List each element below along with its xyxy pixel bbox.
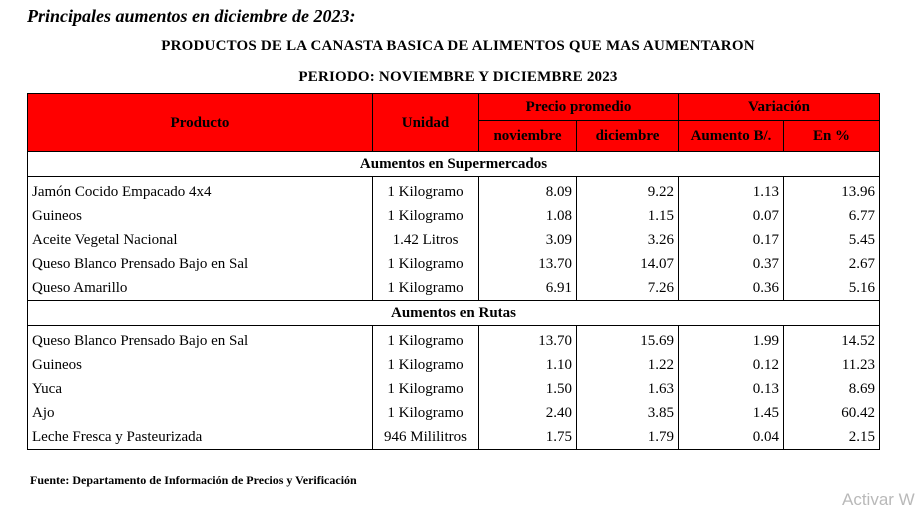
cell-producto: Jamón Cocido Empacado 4x4	[28, 177, 373, 205]
cell-unidad: 1 Kilogramo	[373, 401, 479, 425]
rows-rutas	[28, 326, 880, 450]
header-precio-promedio: Precio promedio	[479, 94, 679, 121]
table-period: PERIODO: NOVIEMBRE Y DICIEMBRE 2023	[298, 69, 618, 85]
cell-producto: Guineos	[28, 204, 373, 228]
cell-unidad: 1 Kilogramo	[373, 276, 479, 301]
cell-noviembre: 13.70	[479, 252, 577, 276]
cell-aumento: 0.13	[679, 377, 784, 401]
cell-diciembre: 3.26	[577, 228, 679, 252]
cell-noviembre: 1.10	[479, 353, 577, 377]
cell-noviembre: 13.70	[479, 326, 577, 354]
table-row	[28, 326, 880, 354]
cell-aumento: 1.13	[679, 177, 784, 205]
cell-producto: Aceite Vegetal Nacional	[28, 228, 373, 252]
cell-producto: Queso Blanco Prensado Bajo en Sal	[28, 326, 373, 354]
table-row	[28, 401, 880, 425]
cell-aumento: 0.36	[679, 276, 784, 301]
table-row	[28, 228, 880, 252]
table-row	[28, 252, 880, 276]
cell-pct: 8.69	[784, 377, 880, 401]
cell-diciembre: 15.69	[577, 326, 679, 354]
cell-noviembre: 3.09	[479, 228, 577, 252]
cell-unidad: 1 Kilogramo	[373, 353, 479, 377]
cell-pct: 2.67	[784, 252, 880, 276]
cell-unidad: 1 Kilogramo	[373, 252, 479, 276]
cell-pct: 2.15	[784, 425, 880, 450]
table-title: PRODUCTOS DE LA CANASTA BASICA DE ALIMENTOS QUE MAS AUMENTARON	[161, 38, 755, 54]
cell-pct: 14.52	[784, 326, 880, 354]
table-row	[28, 353, 880, 377]
cell-noviembre: 6.91	[479, 276, 577, 301]
cell-noviembre: 1.08	[479, 204, 577, 228]
header-unidad: Unidad	[373, 94, 479, 152]
header-en-pct: En %	[784, 121, 880, 152]
cell-diciembre: 1.63	[577, 377, 679, 401]
cell-noviembre: 2.40	[479, 401, 577, 425]
cell-pct: 11.23	[784, 353, 880, 377]
table-row	[28, 177, 880, 205]
section-rutas	[28, 301, 880, 326]
cell-unidad: 1 Kilogramo	[373, 326, 479, 354]
activation-watermark: Activar W	[842, 490, 915, 509]
section-title: Aumentos en Supermercados	[28, 152, 880, 177]
cell-pct: 6.77	[784, 204, 880, 228]
source-note: Fuente: Departamento de Información de Precios y Verificación	[30, 473, 357, 487]
cell-diciembre: 9.22	[577, 177, 679, 205]
cell-pct: 5.16	[784, 276, 880, 301]
header-producto: Producto	[28, 94, 373, 152]
cell-pct: 13.96	[784, 177, 880, 205]
cell-unidad: 946 Mililitros	[373, 425, 479, 450]
cell-producto: Ajo	[28, 401, 373, 425]
rows-supermercados	[28, 177, 880, 301]
cell-unidad: 1 Kilogramo	[373, 204, 479, 228]
cell-pct: 60.42	[784, 401, 880, 425]
cell-producto: Leche Fresca y Pasteurizada	[28, 425, 373, 450]
cell-noviembre: 1.50	[479, 377, 577, 401]
table-header	[28, 94, 880, 152]
section-supermercados	[28, 152, 880, 177]
cell-aumento: 0.17	[679, 228, 784, 252]
table-row	[28, 204, 880, 228]
page-heading: Principales aumentos en diciembre de 2023:	[27, 6, 356, 26]
table-row	[28, 425, 880, 450]
cell-aumento: 0.04	[679, 425, 784, 450]
cell-pct: 5.45	[784, 228, 880, 252]
header-noviembre: noviembre	[479, 121, 577, 152]
cell-aumento: 0.37	[679, 252, 784, 276]
cell-unidad: 1 Kilogramo	[373, 177, 479, 205]
cell-aumento: 1.45	[679, 401, 784, 425]
header-aumento: Aumento B/.	[679, 121, 784, 152]
cell-producto: Guineos	[28, 353, 373, 377]
cell-noviembre: 1.75	[479, 425, 577, 450]
cell-producto: Yuca	[28, 377, 373, 401]
cell-diciembre: 3.85	[577, 401, 679, 425]
section-title: Aumentos en Rutas	[28, 301, 880, 326]
cell-diciembre: 14.07	[577, 252, 679, 276]
cell-unidad: 1.42 Litros	[373, 228, 479, 252]
table-row	[28, 276, 880, 301]
cell-diciembre: 7.26	[577, 276, 679, 301]
price-table	[27, 93, 880, 450]
cell-aumento: 0.07	[679, 204, 784, 228]
cell-diciembre: 1.15	[577, 204, 679, 228]
cell-noviembre: 8.09	[479, 177, 577, 205]
header-variacion: Variación	[679, 94, 880, 121]
cell-producto: Queso Blanco Prensado Bajo en Sal	[28, 252, 373, 276]
cell-diciembre: 1.22	[577, 353, 679, 377]
cell-unidad: 1 Kilogramo	[373, 377, 479, 401]
cell-producto: Queso Amarillo	[28, 276, 373, 301]
cell-aumento: 0.12	[679, 353, 784, 377]
cell-diciembre: 1.79	[577, 425, 679, 450]
cell-aumento: 1.99	[679, 326, 784, 354]
header-diciembre: diciembre	[577, 121, 679, 152]
table-row	[28, 377, 880, 401]
